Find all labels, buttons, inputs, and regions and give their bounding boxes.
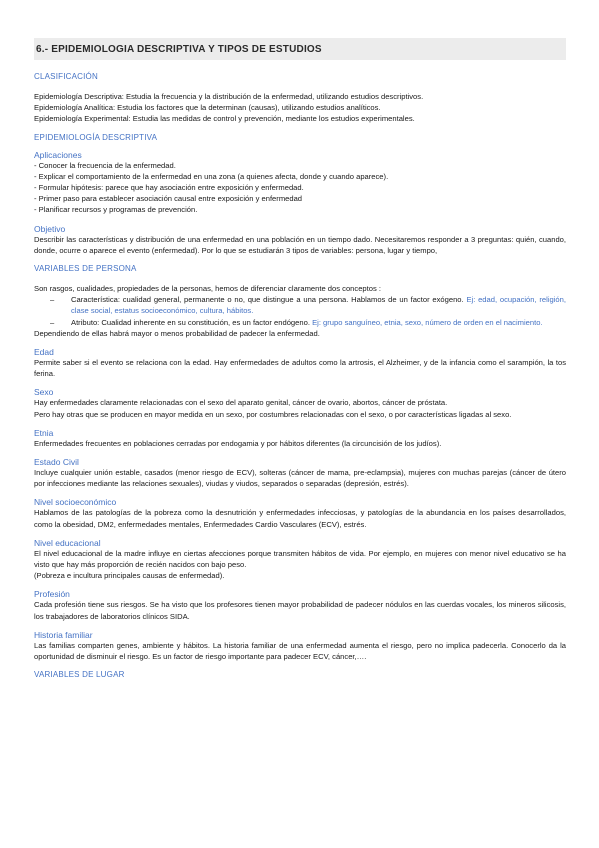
variables-persona-outro: Dependiendo de ellas habrá mayor o menos probabilidad de padecer la enfermedad. (34, 328, 320, 338)
section-text: Hay enfermedades claramente relacionadas con el sexo del aparato genital, cáncer de ovario, abortos, cáncer de próstata. (34, 398, 448, 408)
clasificacion-line: Epidemiología Experimental: Estudia las medidas de control y prevención, mediante los estudios experimentales. (34, 114, 415, 124)
section-text: Pero hay otras que se producen en mayor medida en un sexo, por costumbres relacionadas con el sexo, o por características ligadas al sexo. (34, 409, 512, 419)
aplicaciones-item: - Planificar recursos y programas de prevención. (34, 205, 198, 215)
section-heading: Estado Civil (34, 457, 79, 468)
section-text: Cada profesión tiene sus riesgos. Se ha visto que los profesores tienen mayor probabilidad de padecer nódulos en las cuerdas vocales, los mineros silicosis, los trabajadores de laboratorios clínicos SIDA. (34, 600, 566, 621)
descriptiva-heading: EPIDEMIOLOGÍA DESCRIPTIVA (34, 132, 158, 142)
section-heading: Sexo (34, 387, 54, 398)
clasificacion-line: Epidemiología Descriptiva: Estudia la frecuencia y la distribución de la enfermedad, utilizando estudios descriptivos. (34, 92, 424, 101)
aplicaciones-item: - Conocer la frecuencia de la enfermedad. (34, 160, 176, 170)
variables-persona-intro: Son rasgos, cualidades, propiedades de la personas, hemos de diferenciar claramente dos conceptos : (34, 284, 381, 294)
section-text: Permite saber si el evento se relaciona con la edad. Hay enfermedades de adultos como la artrosis, el Alzheimer, y de la infancia como el sarampión, la tos ferina. (34, 358, 566, 379)
section-text: Incluye cualquier unión estable, casados (menor riesgo de ECV), solteras (cáncer de mama, pre-eclampsia), mujeres con muchas parejas (cáncer de útero por infecciones mediante las relaciones sexuales), viudas y viudos, separados o separadas (depresión, estrés). (34, 468, 566, 489)
document-page (34, 38, 566, 679)
section-heading: Etnia (34, 427, 54, 438)
objetivo-heading: Objetivo (34, 223, 66, 234)
section-text: El nivel educacional de la madre influye en ciertas afecciones porque transmiten hábitos de vida. Por ejemplo, en mujeres con menor nivel educativo se ha visto que hay más proporción de recién nacidos con bajo peso. (34, 548, 566, 570)
aplicaciones-heading: Aplicaciones (34, 149, 82, 160)
aplicaciones-item: - Primer paso para establecer asociación causal entre exposición y enfermedad (34, 194, 303, 204)
caracteristica-example: Ej: edad, ocupación, religión, clase social, estatus socioeconómico, cultura, hábitos. (71, 295, 566, 316)
aplicaciones-item: - Formular hipótesis: parece que hay asociación entre exposición y enfermedad. (34, 183, 304, 193)
aplicaciones-list (34, 160, 566, 216)
section-text: Las familias comparten genes, ambiente y hábitos. La historia familiar de una enfermedad aumenta el riesgo, pero no implica padecerla. Conocerlo da la oportunidad de disminuir el riesgo. Es un factor de riesgo importante para padecer ECV, cáncer,…. (34, 640, 566, 662)
clasificacion-line: Epidemiología Analítica: Estudia los factores que la determinan (causas), utilizando estudios analíticos. (34, 103, 381, 113)
variables-persona-list (34, 294, 566, 328)
aplicaciones-item: - Explicar el comportamiento de la enfermedad en una zona (a quienes afecta, donde y cuando aparece). (34, 171, 389, 181)
atributo-text: Atributo: Cualidad inherente en su constitución, es un factor endógeno. (71, 317, 310, 327)
section-heading: Nivel educacional (34, 537, 101, 548)
clasificacion-heading: CLASIFICACIÓN (34, 72, 98, 81)
section-text: (Pobreza e incultura principales causas de enfermedad). (34, 571, 225, 581)
page-title: 6.- EPIDEMIOLOGIA DESCRIPTIVA Y TIPOS DE ESTUDIOS (36, 43, 322, 55)
section-heading: Nivel socioeconómico (34, 497, 117, 508)
caracteristica-text: Característica: cualidad general, permanente o no, que distingue a una persona. Hablamos de un factor exógeno. (71, 295, 464, 305)
section-heading: Profesión (34, 589, 70, 600)
section-heading: Historia familiar (34, 629, 93, 640)
list-item (50, 317, 566, 328)
variables-persona-heading: VARIABLES DE PERSONA (34, 264, 137, 274)
atributo-example: Ej: grupo sanguíneo, etnia, sexo, número de orden en el nacimiento. (312, 317, 543, 327)
list-item (50, 294, 566, 316)
section-heading: Edad (34, 347, 54, 358)
dash-marker: – (50, 295, 55, 305)
variables-lugar-heading: VARIABLES DE LUGAR (34, 670, 125, 680)
title-bar (34, 38, 566, 60)
section-text: Hablamos de las patologías de la pobreza como la desnutrición y enfermedades infecciosas, y patologías de la abundancia en los países desarrollados, como la obesidad, DM2, enfermedades mentales, Enfermedades Cardio Vasculares (ECV), estrés. (34, 508, 566, 529)
dash-marker: – (50, 317, 55, 327)
objetivo-text: Describir las características y distribución de una enfermedad en una población en un tiempo dado. Necesitaremos responder a 3 preguntas: quién, cuando, donde, ocurre o aparece el evento (enfermedad). Por lo que se estudiarán 3 tipos de variables: persona, lugar y tiempo, (34, 234, 566, 255)
section-text: Enfermedades frecuentes en poblaciones cerradas por endogamia y por hábitos diferentes (la circuncisión de los judíos). (34, 438, 442, 448)
clasificacion-block (34, 91, 566, 125)
